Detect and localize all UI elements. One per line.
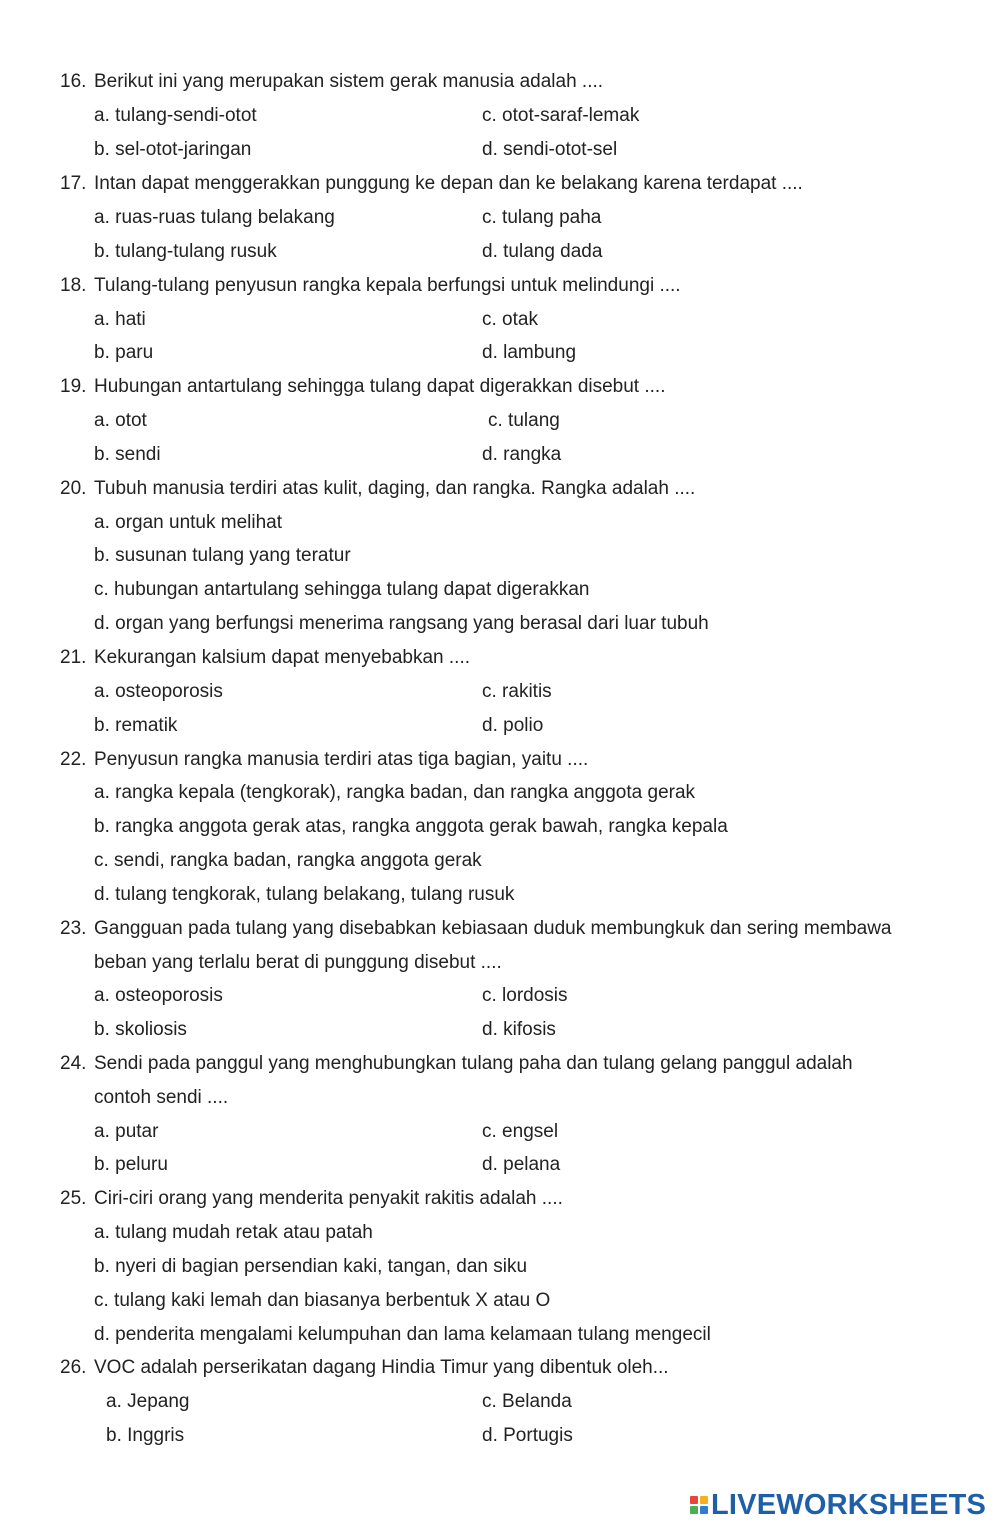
option-d[interactable]: d. penderita mengalami kelumpuhan dan lama kelamaan tulang mengecil	[94, 1324, 711, 1345]
question-24	[60, 1052, 853, 1076]
option-a[interactable]: a. osteoporosis	[94, 681, 223, 702]
question-text-continued: contoh sendi ....	[94, 1087, 229, 1108]
option-b[interactable]: b. peluru	[94, 1154, 168, 1175]
option-b[interactable]: b. rematik	[94, 715, 178, 736]
question-22	[60, 748, 588, 772]
question-number: 21.	[60, 647, 87, 668]
option-d[interactable]: d. sendi-otot-sel	[482, 139, 618, 160]
logo-text: LIVEWORKSHEETS	[711, 1488, 987, 1521]
question-number: 22.	[60, 749, 87, 770]
option-b[interactable]: b. Inggris	[106, 1425, 185, 1446]
option-a[interactable]: a. tulang mudah retak atau patah	[94, 1222, 373, 1243]
option-a[interactable]: a. rangka kepala (tengkorak), rangka badan, dan rangka anggota gerak	[94, 782, 696, 803]
option-d[interactable]: d. pelana	[482, 1154, 561, 1175]
question-text: Berikut ini yang merupakan sistem gerak manusia adalah ....	[94, 71, 604, 92]
option-b[interactable]: b. skoliosis	[94, 1019, 187, 1040]
question-20	[60, 477, 695, 501]
question-number: 23.	[60, 918, 87, 939]
question-number: 19.	[60, 376, 87, 397]
option-c[interactable]: c. sendi, rangka badan, rangka anggota gerak	[94, 850, 482, 871]
option-d[interactable]: d. tulang tengkorak, tulang belakang, tulang rusuk	[94, 884, 515, 905]
question-text: Sendi pada panggul yang menghubungkan tulang paha dan tulang gelang panggul adalah	[94, 1053, 853, 1074]
question-17	[60, 172, 803, 196]
option-d[interactable]: d. tulang dada	[482, 241, 603, 262]
option-b[interactable]: b. susunan tulang yang teratur	[94, 545, 351, 566]
option-a[interactable]: a. otot	[94, 410, 147, 431]
question-text: Ciri-ciri orang yang menderita penyakit rakitis adalah ....	[94, 1188, 563, 1209]
option-a[interactable]: a. Jepang	[106, 1391, 190, 1412]
question-text: Intan dapat menggerakkan punggung ke depan dan ke belakang karena terdapat ....	[94, 173, 803, 194]
option-d[interactable]: d. lambung	[482, 342, 577, 363]
liveworksheets-logo-icon	[690, 1496, 708, 1514]
question-number: 26.	[60, 1357, 87, 1378]
option-d[interactable]: d. organ yang berfungsi menerima rangsang yang berasal dari luar tubuh	[94, 613, 709, 634]
option-a[interactable]: a. ruas-ruas tulang belakang	[94, 207, 335, 228]
question-text: Kekurangan kalsium dapat menyebabkan ....	[94, 647, 471, 668]
option-a[interactable]: a. hati	[94, 309, 146, 330]
option-c[interactable]: c. tulang kaki lemah dan biasanya berbentuk X atau O	[94, 1290, 551, 1311]
question-number: 18.	[60, 275, 87, 296]
option-d[interactable]: d. rangka	[482, 444, 562, 465]
question-18	[60, 274, 681, 298]
question-text: Tubuh manusia terdiri atas kulit, daging, dan rangka. Rangka adalah ....	[94, 478, 696, 499]
option-a[interactable]: a. organ untuk melihat	[94, 512, 283, 533]
option-c[interactable]: c. lordosis	[482, 985, 568, 1006]
option-c[interactable]: c. Belanda	[482, 1391, 572, 1412]
question-number: 20.	[60, 478, 87, 499]
question-19	[60, 375, 665, 399]
option-c[interactable]: c. otak	[482, 309, 538, 330]
option-b[interactable]: b. paru	[94, 342, 154, 363]
question-text: Penyusun rangka manusia terdiri atas tiga bagian, yaitu ....	[94, 749, 589, 770]
option-c[interactable]: c. rakitis	[482, 681, 552, 702]
question-16	[60, 70, 603, 94]
option-b[interactable]: b. nyeri di bagian persendian kaki, tangan, dan siku	[94, 1256, 528, 1277]
option-b[interactable]: b. tulang-tulang rusuk	[94, 241, 277, 262]
question-number: 24.	[60, 1053, 87, 1074]
liveworksheets-logo[interactable]	[690, 1488, 992, 1522]
option-c[interactable]: c. tulang paha	[482, 207, 602, 228]
option-b[interactable]: b. sel-otot-jaringan	[94, 139, 252, 160]
question-23	[60, 917, 892, 941]
option-c[interactable]: c. otot-saraf-lemak	[482, 105, 640, 126]
option-a[interactable]: a. tulang-sendi-otot	[94, 105, 257, 126]
question-25	[60, 1187, 563, 1211]
question-number: 16.	[60, 71, 87, 92]
option-d[interactable]: d. kifosis	[482, 1019, 556, 1040]
question-text: VOC adalah perserikatan dagang Hindia Timur yang dibentuk oleh...	[94, 1357, 669, 1378]
option-c[interactable]: c. hubungan antartulang sehingga tulang dapat digerakkan	[94, 579, 590, 600]
question-text-continued: beban yang terlalu berat di punggung disebut ....	[94, 952, 502, 973]
question-number: 25.	[60, 1188, 87, 1209]
question-26	[60, 1356, 669, 1380]
question-number: 17.	[60, 173, 87, 194]
option-a[interactable]: a. putar	[94, 1121, 159, 1142]
option-b[interactable]: b. rangka anggota gerak atas, rangka anggota gerak bawah, rangka kepala	[94, 816, 728, 837]
option-d[interactable]: d. polio	[482, 715, 544, 736]
option-c[interactable]: c. engsel	[482, 1121, 559, 1142]
option-b[interactable]: b. sendi	[94, 444, 161, 465]
question-text: Tulang-tulang penyusun rangka kepala berfungsi untuk melindungi ....	[94, 275, 681, 296]
option-a[interactable]: a. osteoporosis	[94, 985, 223, 1006]
option-c[interactable]: c. tulang	[488, 410, 560, 431]
question-21	[60, 646, 470, 670]
option-d[interactable]: d. Portugis	[482, 1425, 573, 1446]
question-text: Gangguan pada tulang yang disebabkan kebiasaan duduk membungkuk dan sering membawa	[94, 918, 892, 939]
question-text: Hubungan antartulang sehingga tulang dapat digerakkan disebut ....	[94, 376, 666, 397]
